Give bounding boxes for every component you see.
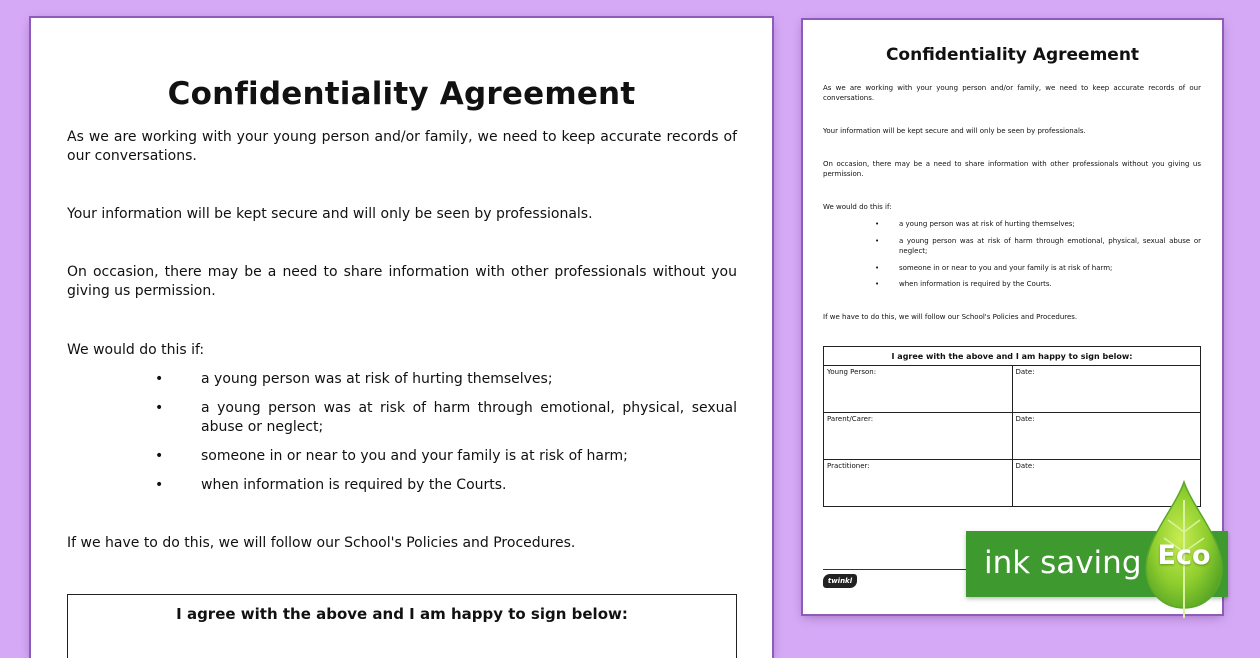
- bullet-marker: •: [155, 477, 164, 493]
- date-field-parent-carer[interactable]: Date:: [1012, 413, 1201, 460]
- paragraph-closing: If we have to do this, we will follow our School's Policies and Procedures.: [67, 535, 576, 551]
- bullet-item-small: a young person was at risk of harm through emotional, physical, sexual abuse or neglect;: [899, 237, 1201, 255]
- date-field-practitioner[interactable]: Date:: [1012, 460, 1201, 507]
- signature-heading: I agree with the above and I am happy to sign below:: [176, 605, 628, 623]
- bullet-item: a young person was at risk of harm through emotional, physical, sexual abuse or neglect;: [201, 400, 737, 435]
- paragraph-sharing: On occasion, there may be a need to share information with other professionals without you giving us permission.: [67, 264, 737, 299]
- signature-heading-small: I agree with the above and I am happy to sign below:: [824, 347, 1201, 366]
- bullet-item: when information is required by the Courts.: [201, 477, 507, 493]
- paragraph-secure: Your information will be kept secure and will only be seen by professionals.: [67, 206, 593, 222]
- date-field-young-person[interactable]: Date:: [1012, 366, 1201, 413]
- paragraph-records: As we are working with your young person and/or family, we need to keep accurate records of our conversations.: [67, 129, 737, 164]
- signature-field-practitioner[interactable]: Practitioner:: [824, 460, 1013, 507]
- page-title-small: Confidentiality Agreement: [885, 45, 1140, 65]
- paragraph-closing-small: If we have to do this, we will follow our School's Policies and Procedures.: [823, 313, 1078, 321]
- paragraph-conditions-small: We would do this if:: [823, 203, 892, 211]
- bullet-item: someone in or near to you and your family is at risk of harm;: [201, 448, 628, 464]
- bullet-marker: •: [155, 400, 164, 416]
- bullet-marker: •: [155, 371, 164, 387]
- bullet-item-small: when information is required by the Courts.: [899, 280, 1052, 288]
- table-row: [824, 413, 1201, 460]
- signature-field-parent-carer[interactable]: Parent/Carer:: [824, 413, 1013, 460]
- bullet-item-small: someone in or near to you and your family is at risk of harm;: [899, 264, 1113, 272]
- ink-saving-label: ink saving: [984, 545, 1142, 581]
- page-title: Confidentiality Agreement: [167, 76, 636, 112]
- signature-box: [67, 594, 737, 658]
- bullet-marker-small: •: [875, 220, 880, 228]
- paragraph-records-small: As we are working with your young person and/or family, we need to keep accurate records of our conversations.: [823, 84, 1201, 102]
- table-row: [824, 366, 1201, 413]
- eco-drop-icon: [1142, 480, 1226, 620]
- bullet-marker: •: [155, 448, 164, 464]
- document-page-large: [31, 18, 772, 658]
- paragraph-sharing-small: On occasion, there may be a need to share information with other professionals without you giving us permission.: [823, 160, 1201, 178]
- bullet-marker-small: •: [875, 237, 880, 245]
- bullet-item-small: a young person was at risk of hurting themselves;: [899, 220, 1075, 228]
- bullet-marker-small: •: [875, 280, 880, 288]
- paragraph-conditions: We would do this if:: [67, 342, 205, 358]
- eco-label: Eco: [1157, 540, 1211, 571]
- paragraph-secure-small: Your information will be kept secure and will only be seen by professionals.: [823, 127, 1086, 135]
- bullet-marker-small: •: [875, 264, 880, 272]
- bullet-item: a young person was at risk of hurting themselves;: [201, 371, 553, 387]
- signature-field-young-person[interactable]: Young Person:: [824, 366, 1013, 413]
- twinkl-logo: twinkl: [823, 574, 857, 588]
